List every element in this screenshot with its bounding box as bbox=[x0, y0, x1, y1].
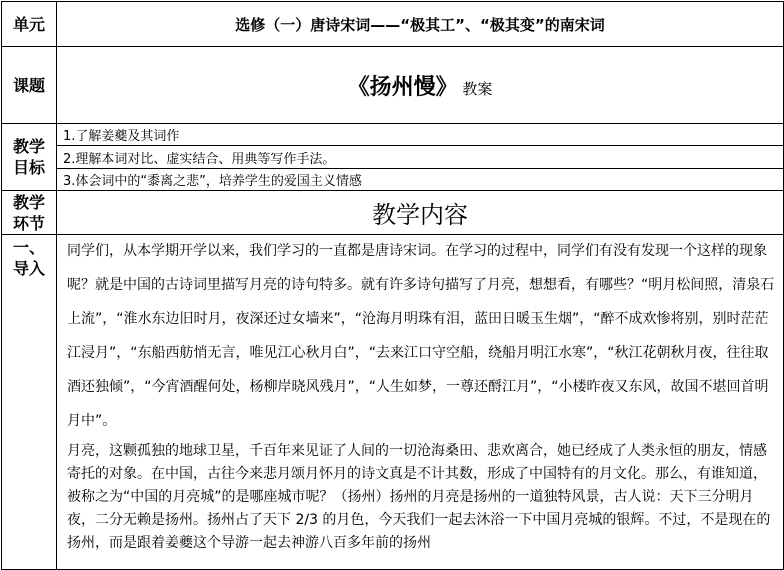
section-label-line2: 环节 bbox=[12, 213, 45, 233]
intro-content bbox=[57, 235, 784, 570]
intro-paragraph-moon: 月亮，这颗孤独的地球卫星，千百年来见证了人间的一切沧海桑田、悲欢离合，她已经成了人类永恒的朋友，情感寄托的对象。在中国，古往今来悲月颂月怀月的诗文真是不计其数，形成了中国特有的月文化。那么，有谁知道，被称之为“中国的月亮城”的是哪座城市呢？（扬州）扬州的月亮是扬州的一道独特风景，古人说：天下三分明月夜，二分无赖是扬州。扬州占了天下 2/3 的月色，今天我们一起去沐浴一下中国月亮城的银辉。不过，不是现在的扬州，而是跟着姜夔这个导游一起去神游八百多年前的扬州 bbox=[67, 443, 771, 551]
section-label-line1: 教学 bbox=[12, 192, 45, 212]
goal-item-1: 1.了解姜夔及其词作 bbox=[57, 124, 784, 146]
goals-label bbox=[2, 124, 57, 191]
unit-label: 单元 bbox=[2, 2, 57, 47]
lesson-row bbox=[2, 47, 784, 124]
unit-title: 选修（一）唐诗宋词——“极其工”、“极其变”的南宋词 bbox=[57, 2, 784, 47]
goal-item-3: 3.体会词中的“黍离之悲”，培养学生的爱国主义情感 bbox=[57, 169, 784, 191]
goal-row-2 bbox=[2, 146, 784, 169]
lesson-plan-table bbox=[1, 1, 784, 570]
intro-label bbox=[2, 235, 57, 570]
lesson-title-suffix: 教案 bbox=[462, 79, 493, 98]
intro-label-line2: 导入 bbox=[12, 259, 45, 278]
section-label bbox=[2, 191, 57, 235]
lesson-title-main: 《扬州慢》 bbox=[347, 74, 458, 100]
intro-label-line1: 一、 bbox=[12, 238, 45, 257]
goal-row-3 bbox=[2, 169, 784, 191]
unit-row bbox=[2, 2, 784, 47]
intro-row bbox=[2, 235, 784, 570]
goal-item-2: 2.理解本词对比、虚实结合、用典等写作手法。 bbox=[57, 146, 784, 169]
intro-paragraph-quotes: 同学们，从本学期开学以来，我们学习的一直都是唐诗宋词。在学习的过程中，同学们有没有发现一个这样的现象呢？就是中国的古诗词里描写月亮的诗句特多。就有许多诗句描写了月亮，想想看，有哪些？“明月松间照，清泉石上流”，“淮水东边旧时月，夜深还过女墙来”，“沧海月明珠有泪，蓝田日暖玉生烟”，“醉不成欢惨将别，别时茫茫江浸月”，“东船西舫悄无言，唯见江心秋月白”，“去来江口守空船，绕船月明江水寒”，“秋江花朝秋月夜，往往取酒还独倾”，“今宵酒醒何处，杨柳岸晓风残月”，“人生如梦，一尊还酹江月”，“小楼昨夜又东风，故国不堪回首明月中”。 bbox=[67, 243, 775, 429]
lesson-label: 课题 bbox=[2, 47, 57, 124]
goals-label-line2: 目标 bbox=[12, 158, 45, 177]
section-heading: 教学内容 bbox=[57, 191, 784, 235]
goal-row-1 bbox=[2, 124, 784, 146]
goals-label-line1: 教学 bbox=[12, 137, 45, 156]
section-row bbox=[2, 191, 784, 235]
lesson-title bbox=[57, 47, 784, 124]
